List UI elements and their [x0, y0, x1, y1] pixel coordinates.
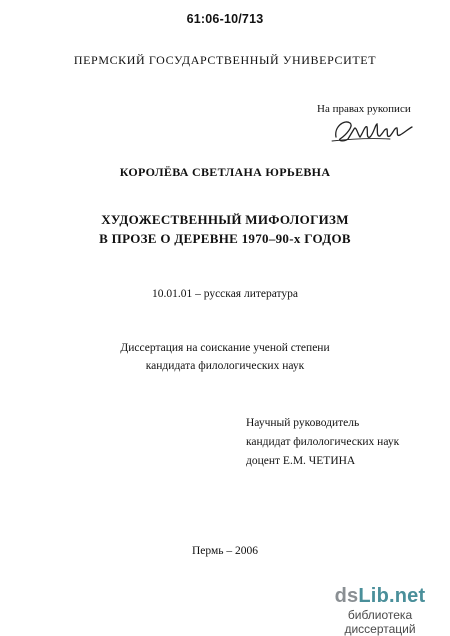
advisor-role: Научный руководитель: [246, 417, 360, 429]
dissertation-title-line2: В ПРОЗЕ О ДЕРЕВНЕ 1970–90-х ГОДОВ: [99, 231, 351, 246]
degree-line2: кандидата филологических наук: [145, 360, 305, 372]
archive-stamp: 61:06-10/713: [186, 12, 264, 26]
watermark-logo: dsLib.net: [334, 585, 426, 607]
degree-line1: Диссертация на соискание ученой степени: [120, 342, 330, 354]
advisor-name: доцент Е.М. ЧЕТИНА: [246, 455, 356, 467]
speciality-code: 10.01.01 – русская литература: [151, 288, 299, 300]
city-year: Пермь – 2006: [191, 545, 258, 557]
author-name: КОРОЛЁВА СВЕТЛАНА ЮРЬЕВНА: [119, 165, 331, 179]
university-name: ПЕРМСКИЙ ГОСУДАРСТВЕННЫЙ УНИВЕРСИТЕТ: [73, 53, 377, 67]
watermark-subtitle: библиотека диссертаций: [344, 608, 416, 636]
dslib-watermark[interactable]: [320, 584, 440, 636]
signature-icon: [330, 115, 416, 145]
advisor-degree: кандидат филологических наук: [246, 436, 400, 448]
dissertation-title-line1: ХУДОЖЕСТВЕННЫЙ МИФОЛОГИЗМ: [101, 212, 349, 227]
rights-note: На правах рукописи: [317, 103, 411, 115]
